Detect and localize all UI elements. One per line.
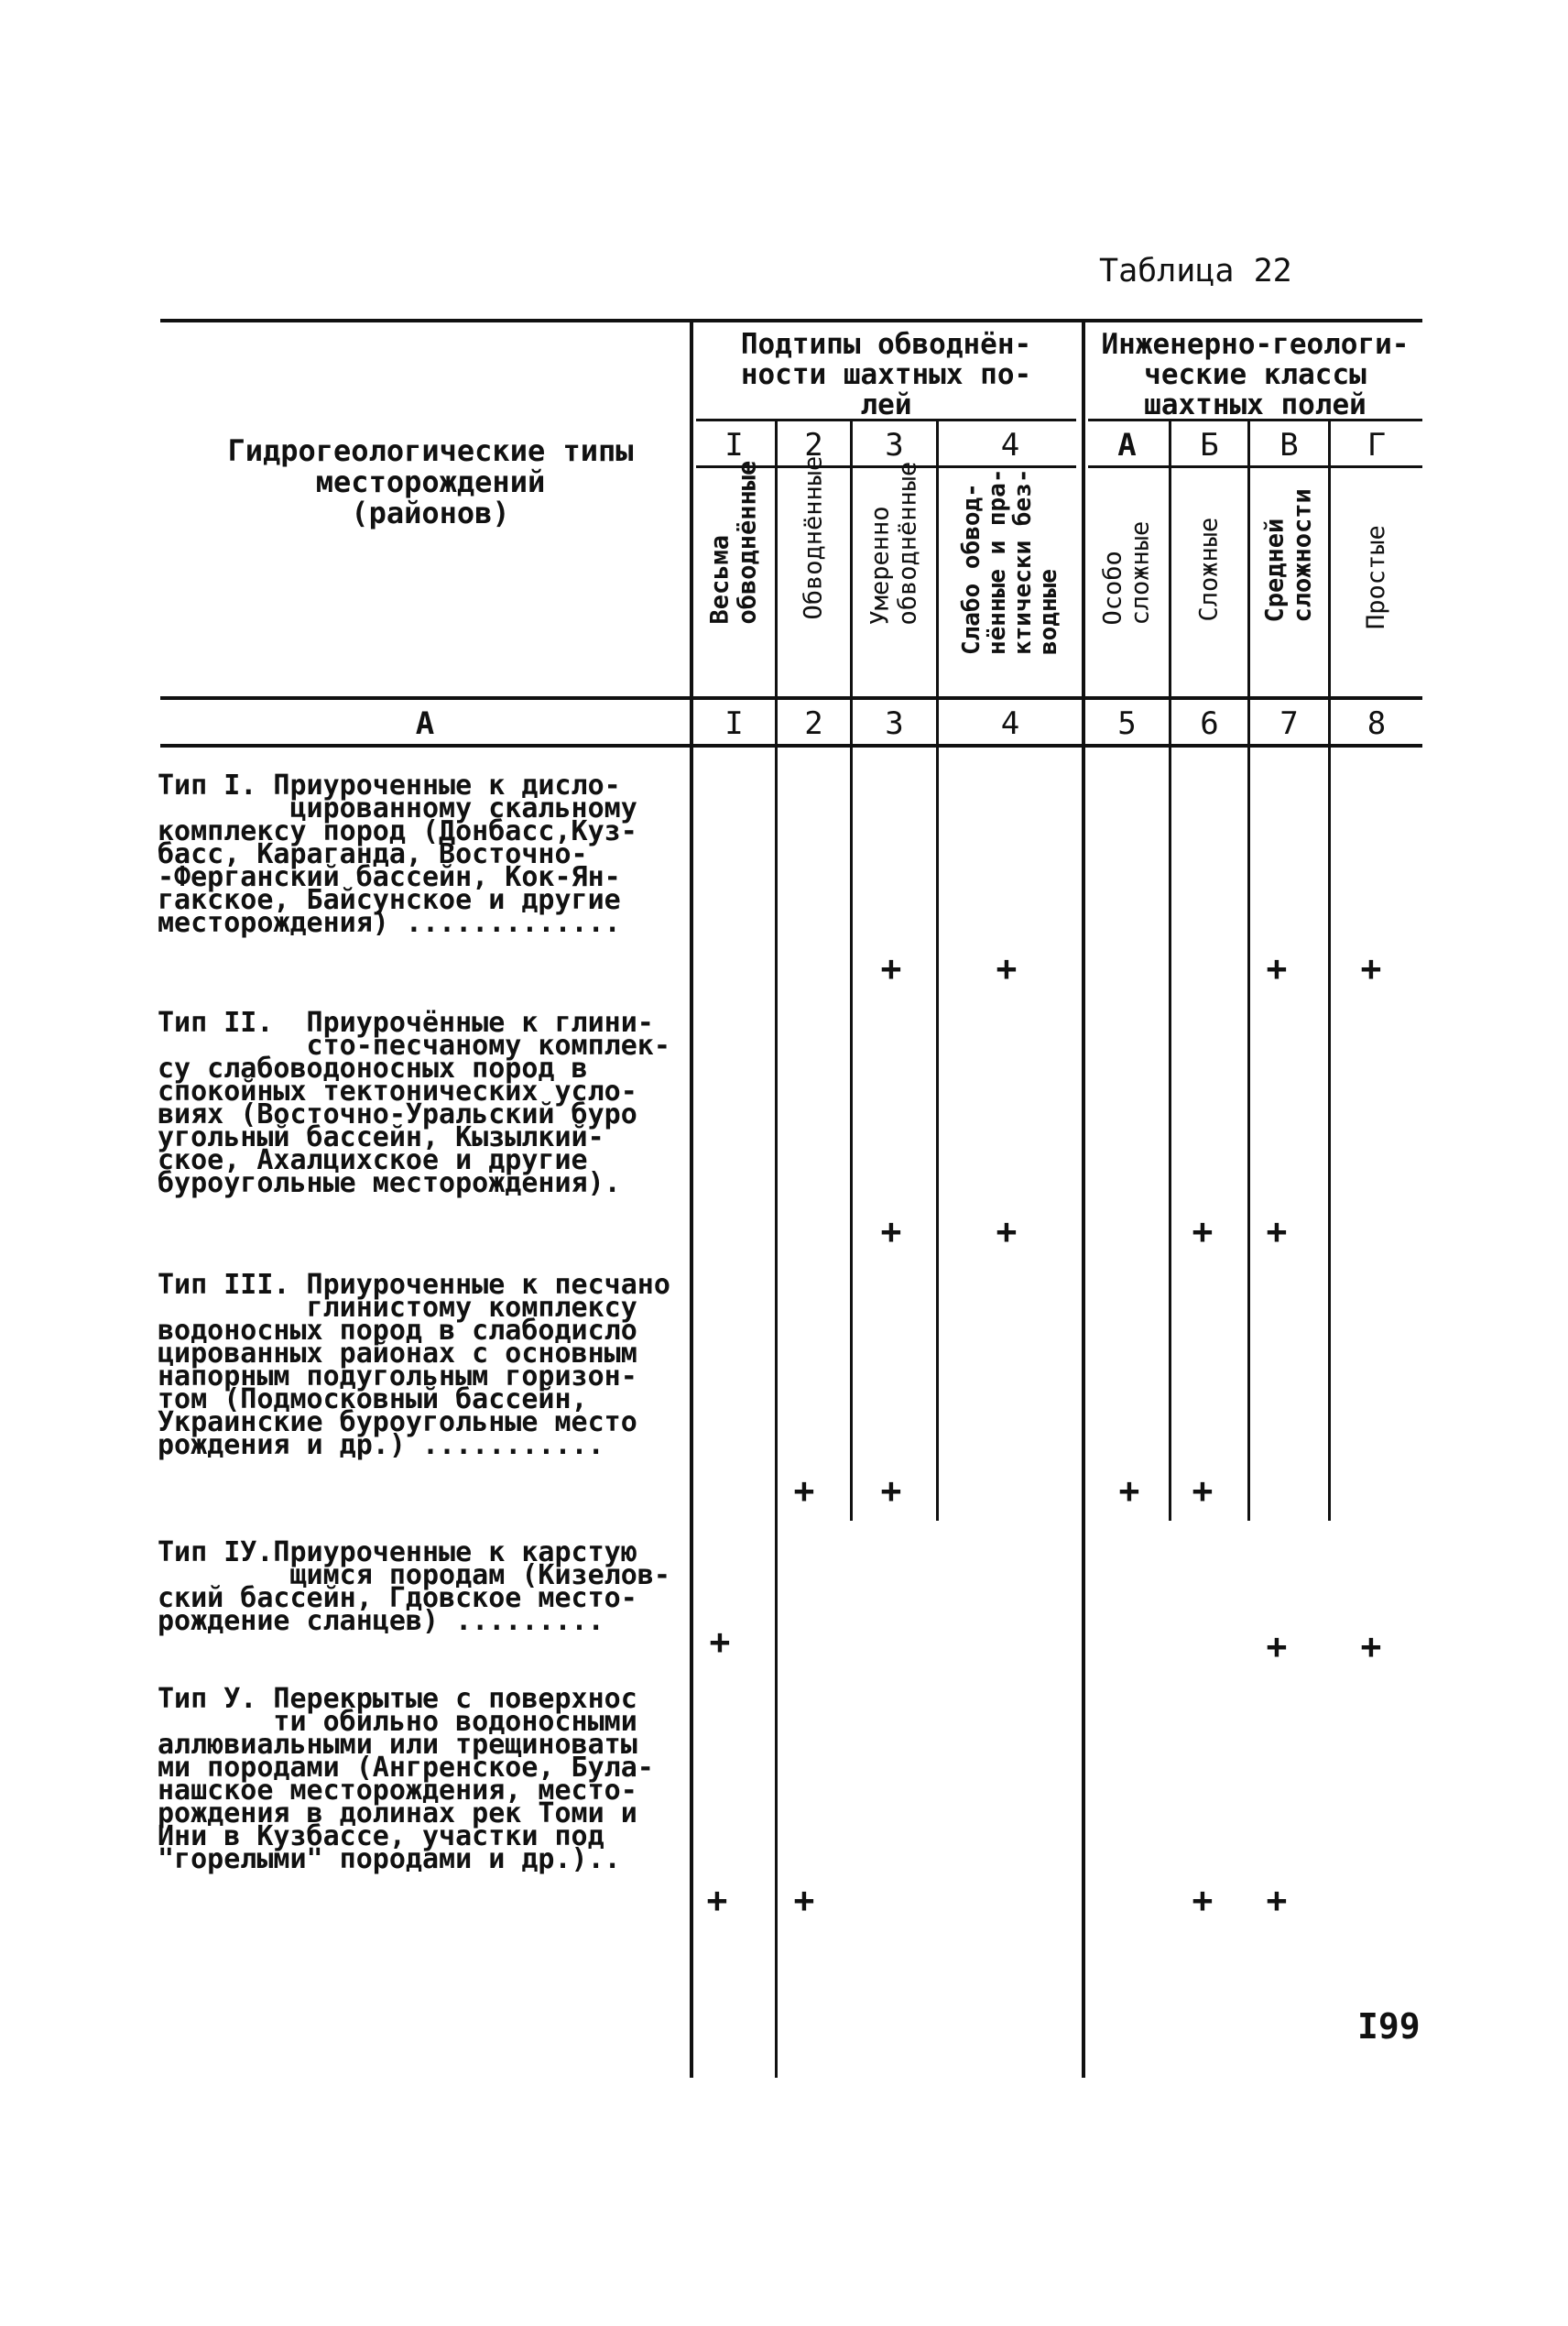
mark-r4-c7: + [1266,1626,1288,1666]
mark-r3-c2: + [793,1470,815,1511]
colnum-7: 7 [1279,705,1299,742]
group2-title: Инженерно-геологи- ческие классы шахтных полей [1101,328,1410,421]
mark-r1-c7: + [1266,948,1288,988]
page-number: I99 [1357,2006,1421,2047]
mark-r4-c1: + [709,1622,731,1662]
subcol-code-4: 4 [1000,427,1020,464]
mark-r1-c3: + [880,948,902,988]
subcol-label-5: Особо сложные [1098,520,1154,626]
mark-r2-c7: + [1266,1211,1288,1251]
row-type-4-text: Тип IУ.Приуроченные к карстую щимся породам (Кизелов- ский бассейн, Гдовское место- рождение сланцев) ......... [158,1536,670,1637]
stub-title: Гидрогеологические типы месторождений (районов) [227,433,634,530]
row-type-2-text: Тип II. Приурочённые к глини- сто-песчаному комплек- су слабоводоносных пород в спокойных тектонических усло- виях (Восточно-Уральский буро угольный бассейн, Кызылкий- ское, Ахалцихское и другие буроугольные месторождения). [158,1007,670,1199]
colnum-5: 5 [1117,705,1137,742]
mark-r5-c1: + [706,1880,728,1920]
colnum-4: 4 [1000,705,1020,742]
colnum-6: 6 [1200,705,1219,742]
row-type-3-text: Тип III. Приуроченные к песчано глинистому комплексу водоносных пород в слабодисло цированных районах с основным напорным подугольным горизон- том (Подмосковный бассейн, Украинские буроугольные место рождения и др.) ........... [158,1269,670,1461]
mark-r4-c8: + [1360,1626,1382,1666]
subcol-code-5: А [1117,427,1137,464]
subcol-label-3: Умеренно обводнённые [866,461,921,626]
subcol-label-4: Слабо обвод- нённые и пра- ктически без- водные [958,468,1062,655]
table-caption: Таблица 22 [1099,253,1292,289]
subcol-code-2: 2 [804,427,823,464]
group1-title: Подтипы обводнён- ности шахтных по- лей [740,328,1032,421]
subcol-code-7: В [1279,427,1299,464]
mark-r5-c7: + [1266,1880,1288,1920]
col-divider-1 [775,421,778,2078]
mark-r1-c8: + [1360,948,1382,988]
number-row-rule [160,744,1422,748]
subcol-label-6: Сложные [1194,517,1223,622]
mark-r3-c3: + [880,1470,902,1511]
top-rule [160,319,1422,322]
subcol-code-1: I [724,427,744,464]
mark-r2-c3: + [880,1211,902,1251]
subcol-label-8: Простые [1362,525,1390,629]
colnum-stub: А [415,705,435,742]
subcol-code-3: 3 [885,427,904,464]
subcol-label-7: Средней сложности [1260,488,1316,623]
subcol-label-1: Весьма обводнённые [705,460,761,625]
mark-r2-c4: + [996,1211,1018,1251]
header-bottom-rule [160,696,1422,700]
subcol-code-6: Б [1200,427,1219,464]
mark-r3-c6: + [1192,1470,1214,1511]
colnum-2: 2 [804,705,823,742]
colnum-3: 3 [885,705,904,742]
mark-r3-c5: + [1118,1470,1140,1511]
row-type-1-text: Тип I. Приуроченные к дисло- цированному скальному комплексу пород (Донбасс,Куз- басс, Караганда, Восточно- -Ферганский бассейн, Кок-Ян- гакское, Байсунское и другие месторождения) ............. [158,770,637,939]
mark-r2-c6: + [1192,1211,1214,1251]
subcol-code-8: Г [1367,427,1387,464]
mark-r1-c4: + [996,948,1018,988]
subcol-label-2: Обводнённые [799,455,827,620]
row-type-5-text: Тип У. Перекрытые с поверхнос ти обильно водоносными аллювиальными или трещиноваты ми породами (Ангренское, Була- нашское месторождения, место- рождения в долинах рек Томи и Ини в Кузбассе, участки под "горелыми" породами и др.).. [158,1683,654,1875]
colnum-8: 8 [1367,705,1387,742]
mark-r5-c6: + [1192,1880,1214,1920]
colnum-1: I [724,705,744,742]
mark-r5-c2: + [793,1880,815,1920]
